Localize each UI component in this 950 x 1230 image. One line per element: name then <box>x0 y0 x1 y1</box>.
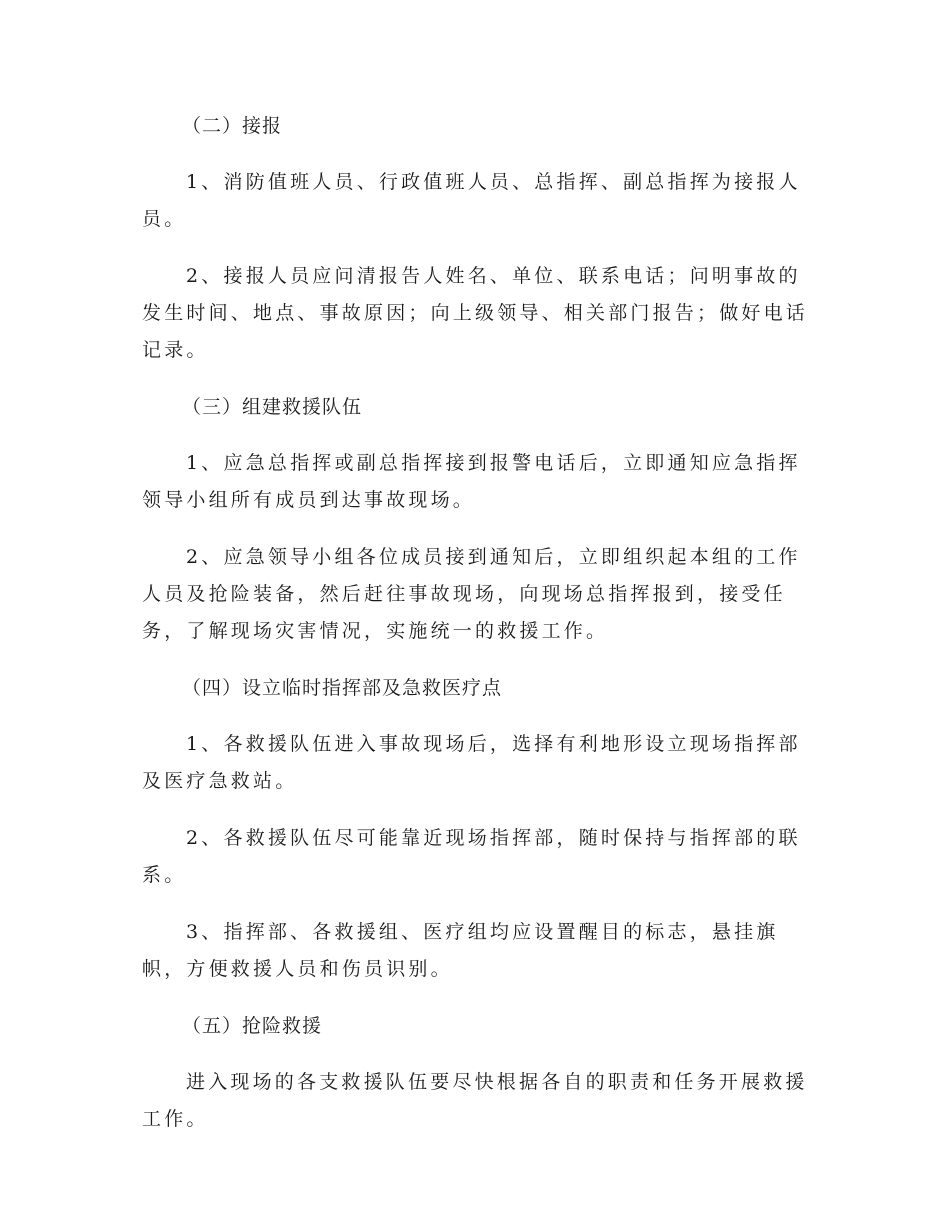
section-heading-command-post: （四）设立临时指挥部及急救医疗点 <box>182 677 503 699</box>
paragraph: 进入现场的各支救援队伍要尽快根据各自的职责和任务开展救援工作。 <box>142 1071 808 1130</box>
paragraph: 2、接报人员应问清报告人姓名、单位、联系电话；问明事故的发生时间、地点、事故原因；向上级领导、相关部门报告；做好电话记录。 <box>142 265 809 361</box>
section-heading-rescue-team: （三）组建救援队伍 <box>182 396 363 418</box>
paragraph: 2、各救援队伍尽可能靠近现场指挥部，随时保持与指挥部的联系。 <box>142 827 801 886</box>
document-body <box>142 108 810 1158</box>
paragraph: 3、指挥部、各救援组、医疗组均应设置醒目的标志，悬挂旗帜，方便救援人员和伤员识别。 <box>142 921 779 980</box>
section-heading-receive-report: （二）接报 <box>182 115 283 137</box>
section-heading-rescue: （五）抢险救援 <box>182 1015 323 1037</box>
paragraph: 1、消防值班人员、行政值班人员、总指挥、副总指挥为接报人员。 <box>142 171 801 230</box>
paragraph: 1、各救援队伍进入事故现场后，选择有利地形设立现场指挥部及医疗急救站。 <box>142 733 801 792</box>
paragraph: 1、应急总指挥或副总指挥接到报警电话后，立即通知应急指挥领导小组所有成员到达事故现场。 <box>142 452 801 511</box>
paragraph: 2、应急领导小组各位成员接到通知后，立即组织起本组的工作人员及抢险装备，然后赶往事故现场，向现场总指挥报到，接受任务，了解现场灾害情况，实施统一的救援工作。 <box>142 546 801 642</box>
